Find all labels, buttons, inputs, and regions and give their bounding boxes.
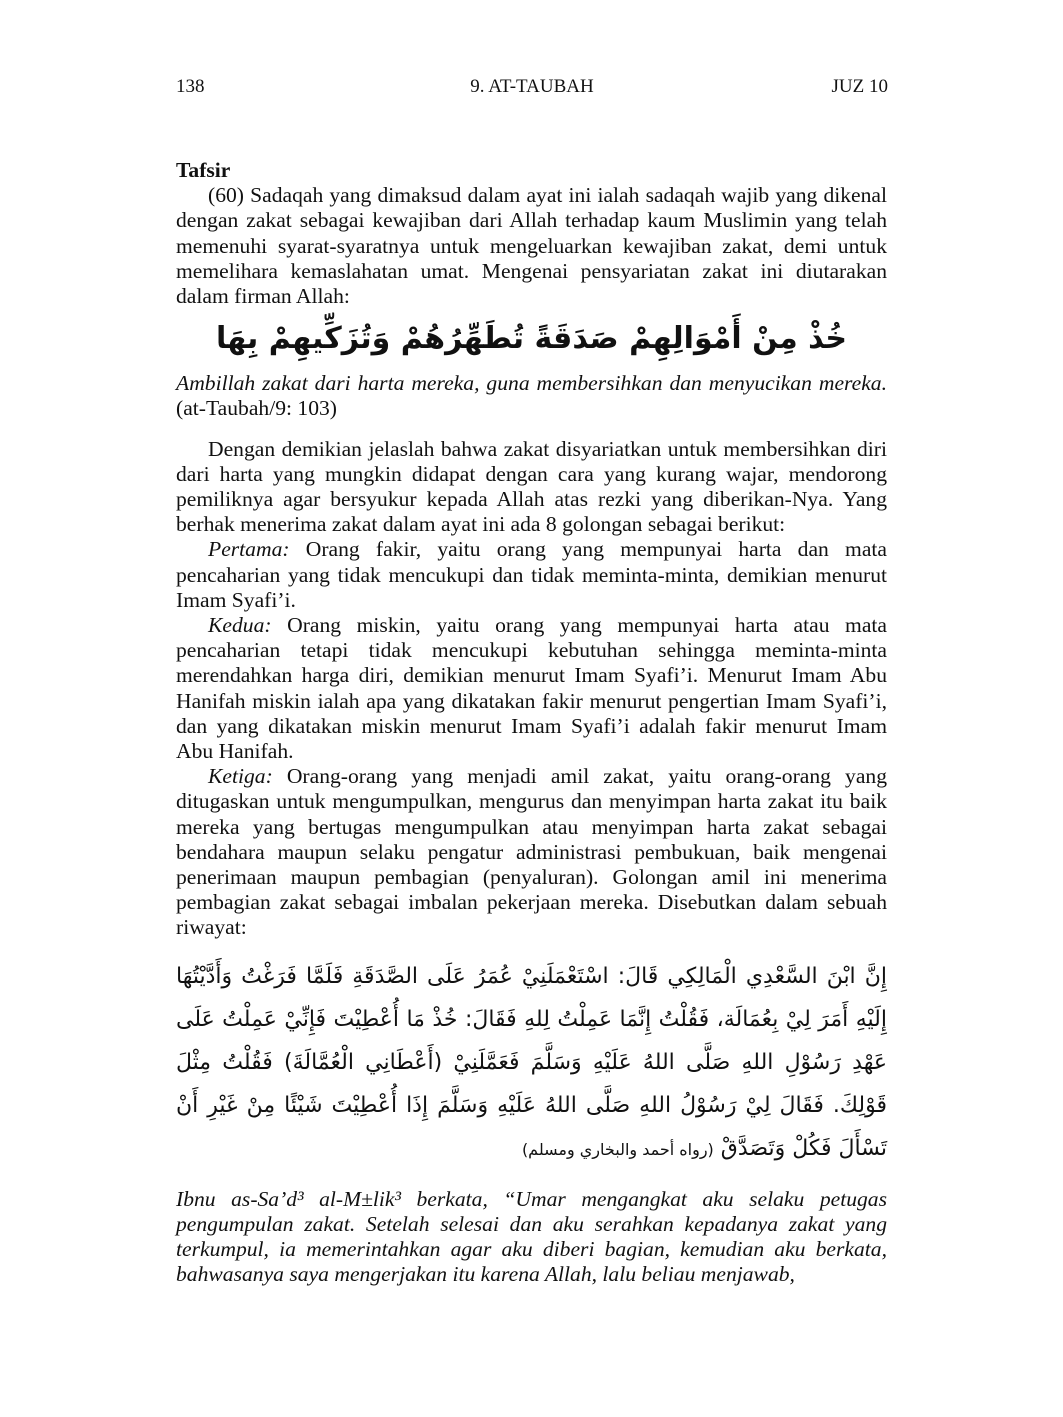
- item-pertama-text: Orang fakir, yaitu orang yang mempunyai harta dan mata pencaharian yang tidak mencukupi dan tidak meminta-minta, demikian menurut Imam Syafi’i.: [176, 537, 887, 612]
- paragraph-intro: (60) Sadaqah yang dimaksud dalam ayat ini ialah sadaqah wajib yang dikenal dengan zakat sebagai kewajiban dari Allah terhadap kaum Muslimin yang telah memenuhi syarat-syaratnya untuk mengeluarkan kewajiban zakat, demi untuk memelihara kemaslahatan umat. Mengenai pensyariatan zakat ini diutarakan dalam firman Allah:: [176, 183, 887, 309]
- hadith-arabic: [176, 955, 887, 1171]
- hadith-source: (رواه أحمد والبخاري ومسلم): [521, 1139, 714, 1159]
- item-ketiga-text: Orang-orang yang menjadi amil zakat, yaitu orang-orang yang ditugaskan untuk mengumpulkan, mengurus dan menyimpan harta zakat itu baik mereka yang bertugas mengumpulkan atau menyimpan harta zakat sebagai bendahara maupun selaku pengatur administrasi pembukuan, baik mengenai penerimaan maupun pembagian (penyaluran). Golongan amil ini menerima pembagian zakat sebagai imbalan pekerjaan mereka. Disebutkan dalam sebuah riwayat:: [176, 764, 887, 940]
- item-kedua: [176, 613, 887, 764]
- item-ketiga: [176, 764, 887, 940]
- chapter-title: 9. AT-TAUBAH: [470, 76, 594, 97]
- item-pertama-label: Pertama:: [208, 537, 290, 562]
- verse-translation-text: Ambillah zakat dari harta mereka, guna membersihkan dan menyucikan mereka.: [176, 371, 887, 396]
- hadith-translation-text: Ibnu as-Sa’d³ al-M±lik³ berkata, “Umar mengangkat aku selaku petugas pengumpulan zakat. Setelah selesai dan aku serahkan kepadanya zakat yang terkumpul, ia memerintahkan agar aku diberi bagian, kemudian aku berkata, bahwasanya saya mengerjakan itu karena Allah, lalu beliau menjawab,: [176, 1186, 887, 1287]
- quran-verse-arabic: خُذْ مِنْ أَمْوَالِهِمْ صَدَقَةً تُطَهِّرُهُمْ وَتُزَكِّيهِمْ بِهَا: [215, 321, 848, 357]
- item-pertama: [176, 537, 887, 613]
- hadith-translation: [176, 1187, 887, 1288]
- page-number: 138: [176, 76, 205, 97]
- paragraph-explanation: Dengan demikian jelaslah bahwa zakat disyariatkan untuk membersihkan diri dari harta yang mungkin didapat dengan cara yang kurang wajar, mendorong pemiliknya agar bersyukur kepada Allah atas rezki yang diberikan-Nya. Yang berhak menerima zakat dalam ayat ini ada 8 golongan sebagai berikut:: [176, 436, 887, 537]
- verse-translation: [176, 371, 887, 421]
- item-ketiga-label: Ketiga:: [208, 764, 273, 789]
- section-heading: Tafsir: [176, 158, 231, 182]
- item-kedua-text: Orang miskin, yaitu orang yang mempunyai harta atau mata pencaharian tetapi tidak mencukupi kebutuhan sehingga meminta-minta merendahkan harga diri, demikian menurut Imam Syafi’i. Menurut Imam Abu Hanifah miskin ialah apa yang dikatakan fakir menurut pengertian Imam Syafi’i, dan yang dikatakan miskin menurut Imam Syafi’i adalah fakir menurut Imam Abu Hanifah.: [176, 613, 887, 764]
- verse-reference: (at-Taubah/9: 103): [176, 396, 337, 421]
- item-kedua-label: Kedua:: [208, 613, 272, 638]
- hadith-arabic-text: إِنَّ ابْنَ السَّعْدِي الْمَالِكِي قَالَ: اسْتَعْمَلَنِيْ عُمَرُ عَلَى الصَّدَقَةِ فَلَمَّا فَرَغْتُ وَأَدَّيْتُهَا إِلَيْهِ أَمَرَ لِيْ بِعُمَالَة، فَقُلْتُ إِنَّمَا عَمِلْتُ لِلهِ فَقَالَ: خُذْ مَا أُعْطِيْتَ فَإِنِّيْ عَمِلْتُ عَلَى عَهْدِ رَسُوْلِ اللهِ صَلَّى اللهُ عَلَيْهِ وَسَلَّمَ فَعَمَّلَنِيْ (أَعْطَانِي الْعُمَّالَةَ) فَقُلْتُ مِثْلَ قَوْلِكَ. فَقَالَ لِيْ رَسُوْلُ اللهِ صَلَّى اللهُ عَلَيْهِ وَسَلَّمَ إِذَا أُعْطِيْتَ شَيْئًا مِنْ غَيْرِ أَنْ تَسْأَلَ فَكُلْ وَتَصَدَّقْ: [176, 963, 887, 1161]
- page-content: [176, 158, 887, 1288]
- juz-label: JUZ 10: [831, 76, 888, 97]
- page-header: [176, 76, 888, 100]
